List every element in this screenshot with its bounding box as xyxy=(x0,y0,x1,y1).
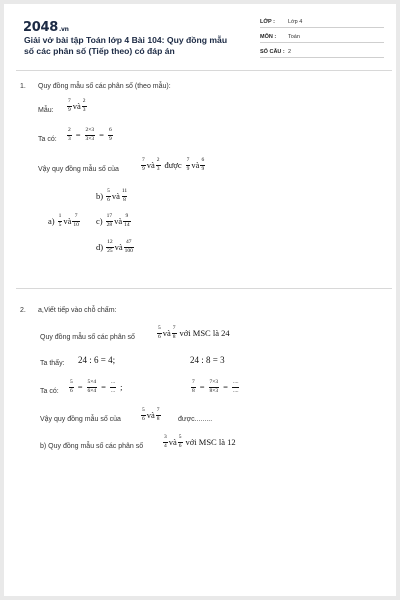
denominator: 8 xyxy=(192,387,195,394)
meta-value: 2 xyxy=(288,49,292,55)
numerator: 5 xyxy=(70,379,73,385)
meta-row-count xyxy=(260,47,384,58)
q2-eq1: $\frac{5}{6}$ = $\frac{5\times 4}{6\times 4}$ = $\frac{...}{...}$ ; xyxy=(70,379,123,394)
numerator: 7×3 xyxy=(209,379,219,385)
meta-row-subject xyxy=(260,32,384,43)
meta-row-grade xyxy=(260,17,384,28)
numerator: 2×3 xyxy=(85,127,95,133)
numerator: 2 xyxy=(68,127,71,133)
fraction xyxy=(178,435,183,449)
fraction xyxy=(209,380,220,394)
q2-b-text: b) Quy đồng mẫu số các phân số xyxy=(40,443,144,450)
fraction xyxy=(106,240,114,254)
q1-exercise-c: c) $\frac{17}{28}$ và $\frac{9}{14}$ xyxy=(96,213,130,228)
meta-key: MÔN : xyxy=(260,34,277,40)
denominator: 6 xyxy=(142,415,145,422)
fraction xyxy=(141,408,146,422)
denominator: 9 xyxy=(186,165,190,172)
numerator: 47 xyxy=(126,239,132,245)
q2-line1-text: Quy đồng mẫu số các phân số xyxy=(40,334,135,341)
fraction xyxy=(106,214,114,228)
fraction xyxy=(186,158,191,172)
numerator: 7 xyxy=(192,379,195,385)
q2-number: 2. xyxy=(20,307,26,314)
q1-sample-expression: $\frac{7}{9}$ và $\frac{2}{3}$ xyxy=(68,98,86,113)
denominator: .... xyxy=(232,387,239,394)
denominator: 3 xyxy=(156,165,160,172)
numerator: 6 xyxy=(201,157,205,163)
q2-thay-1: 24 : 6 = 4; xyxy=(78,355,116,365)
denominator: 6 xyxy=(70,387,73,394)
fraction xyxy=(123,214,131,228)
numerator: 3 xyxy=(164,434,167,440)
fraction xyxy=(69,380,74,394)
q2-line1-expression: $\frac{5}{6}$ và $\frac{7}{8}$ với MSC là 24 xyxy=(158,325,230,340)
q1-number: 1. xyxy=(20,83,26,90)
q1-exercise-b: b) $\frac{5}{6}$ và $\frac{11}{8}$ xyxy=(96,188,128,203)
meta-value: Lớp 4 xyxy=(288,19,303,25)
q2-eq2: $\frac{7}{8}$ = $\frac{7\times 3}{8\times 3}$ = $\frac{....}{....}$ xyxy=(192,379,239,394)
q2-b-expression: $\frac{3}{4}$ và $\frac{5}{6}$ với MSC là 12 xyxy=(164,434,236,449)
numerator: 5×4 xyxy=(87,379,97,385)
document-title: Giải vở bài tập Toán lớp 4 Bài 104: Quy đồng mẫu số các phân số (Tiếp theo) có đáp án xyxy=(24,35,228,56)
denominator: 3 xyxy=(82,106,86,113)
denominator: 8 xyxy=(172,333,176,340)
numerator: 7 xyxy=(186,157,190,163)
numerator: 7 xyxy=(142,157,145,163)
fraction xyxy=(108,128,113,142)
denominator: 3×3 xyxy=(85,135,95,142)
denominator: 9 xyxy=(201,165,205,172)
fraction xyxy=(72,214,80,228)
fraction xyxy=(121,189,128,203)
worksheet-page xyxy=(4,4,396,596)
fraction xyxy=(172,326,177,340)
fraction xyxy=(58,214,63,228)
header-divider xyxy=(16,70,392,71)
numerator: 12 xyxy=(107,239,113,245)
denominator: 100 xyxy=(124,247,133,254)
q2-thay-2: 24 : 8 = 3 xyxy=(190,355,225,365)
q1-prompt: Quy đồng mẫu số các phân số (theo mẫu): xyxy=(38,83,171,90)
denominator: 6 xyxy=(158,333,161,340)
fraction xyxy=(124,240,134,254)
denominator: 25 xyxy=(107,247,113,254)
q1-exercise-d: d) $\frac{12}{25}$ và $\frac{47}{100}$ xyxy=(96,239,133,254)
fraction xyxy=(106,189,111,203)
denominator: 8 xyxy=(156,415,160,422)
q1-result-expression: $\frac{7}{9}$ và $\frac{2}{3}$ được $\frac{7}{9}$ và $\frac{6}{9}$ xyxy=(142,157,205,172)
fraction xyxy=(163,435,168,449)
denominator: 4 xyxy=(164,442,167,449)
q1-taco-expression: $\frac{2}{3}$ = $\frac{2\times 3}{3\times 3}$ = $\frac{6}{9}$ xyxy=(68,127,112,142)
denominator: 9 xyxy=(142,165,145,172)
q2-vay-answer-blank[interactable]: được......... xyxy=(178,416,213,423)
denominator: 6×4 xyxy=(87,387,97,394)
q2-prompt: a,Viết tiếp vào chỗ chấm: xyxy=(38,307,117,314)
denominator: 28 xyxy=(106,221,113,228)
denominator: 6 xyxy=(107,196,110,203)
denominator: 9 xyxy=(108,135,112,142)
numerator: 9 xyxy=(125,213,129,219)
numerator: 6 xyxy=(108,127,112,133)
q1-result-text: Vậy quy đồng mẫu số của xyxy=(38,166,119,173)
numerator: 1 xyxy=(58,213,62,219)
denominator: 10 xyxy=(73,221,79,228)
fraction xyxy=(82,99,87,113)
numerator: 11 xyxy=(121,188,128,194)
q2-vay-expression: $\frac{5}{6}$ và $\frac{7}{8}$ xyxy=(142,407,160,422)
denominator: 3 xyxy=(68,135,71,142)
denominator: 8×3 xyxy=(209,387,219,394)
fraction xyxy=(191,380,196,394)
denominator: 9 xyxy=(68,106,71,113)
fraction xyxy=(156,408,161,422)
meta-key: LỚP : xyxy=(260,19,275,25)
numerator: 7 xyxy=(172,325,176,331)
meta-key: SỐ CÂU : xyxy=(260,49,285,55)
numerator: 5 xyxy=(142,407,145,413)
numerator: 17 xyxy=(106,213,113,219)
q2-vay-text: Vậy quy đồng mẫu số của xyxy=(40,416,121,423)
fraction xyxy=(67,128,72,142)
q1-taco-label: Ta có: xyxy=(38,136,57,143)
fraction xyxy=(67,99,72,113)
fraction xyxy=(200,158,205,172)
q1-exercise-a: a) $\frac{1}{5}$ và $\frac{7}{10}$ xyxy=(48,213,79,228)
fraction xyxy=(157,326,162,340)
q1-sample-label: Mẫu: xyxy=(38,107,54,114)
numerator: 5 xyxy=(178,434,182,440)
numerator: ... xyxy=(110,379,116,385)
numerator: 2 xyxy=(156,157,160,163)
fraction xyxy=(85,128,96,142)
denominator: 8 xyxy=(123,196,126,203)
q2-taco-label: Ta có: xyxy=(40,388,59,395)
answer-blank-fraction[interactable] xyxy=(110,380,116,394)
denominator: 5 xyxy=(58,221,62,228)
site-logo[interactable]: 2048.vn xyxy=(23,20,69,35)
denominator: 14 xyxy=(124,221,130,228)
denominator: 6 xyxy=(178,442,182,449)
numerator: 5 xyxy=(158,325,161,331)
numerator: 7 xyxy=(156,407,160,413)
fraction xyxy=(87,380,98,394)
numerator: 7 xyxy=(74,213,78,219)
numerator: 5 xyxy=(107,188,110,194)
answer-blank-fraction[interactable] xyxy=(232,380,240,394)
fraction xyxy=(141,158,146,172)
numerator: .... xyxy=(232,379,239,385)
numerator: 7 xyxy=(68,98,71,104)
q2-thay-label: Ta thấy: xyxy=(40,360,65,367)
denominator: ... xyxy=(110,387,116,394)
fraction xyxy=(156,158,161,172)
meta-value: Toán xyxy=(288,34,300,40)
section-divider xyxy=(16,288,392,289)
numerator: 2 xyxy=(82,98,86,104)
